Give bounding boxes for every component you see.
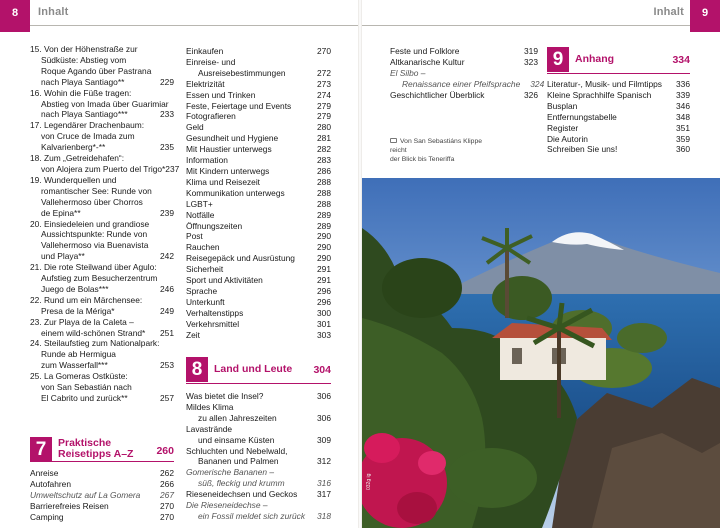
toc-entry[interactable] [186, 330, 331, 341]
tour-entry-line: Runde ab Hermigua [41, 349, 116, 360]
toc-entry-page: 279 [317, 111, 331, 122]
tour-entry-line: Aufstieg zum Besucherzentrum [41, 273, 158, 284]
right-header-title: Inhalt [653, 6, 684, 18]
toc-entry[interactable] [186, 456, 331, 467]
toc-entry[interactable] [186, 467, 331, 478]
tour-entry-page: 246 [160, 283, 174, 294]
tour-entry-line: 22. Rund um ein Märchensee: [30, 294, 143, 305]
toc-entry-title: Mildes Klima [186, 401, 234, 412]
toc-entry[interactable] [547, 79, 690, 90]
toc-entry-page: 339 [676, 89, 690, 100]
toc-entry-page: 317 [317, 489, 331, 500]
toc-column-land-leute [186, 391, 331, 522]
toc-entry-page: 319 [524, 46, 538, 56]
toc-entry-title: Schluchten und Nebelwald, [186, 445, 288, 456]
toc-entry[interactable] [186, 413, 331, 424]
toc-entry[interactable] [186, 68, 331, 79]
tour-entry-line: und Playa** [41, 251, 85, 262]
tour-entry-line: Abstieg von Imada über Guarimiar [41, 98, 169, 109]
tour-entry-line: 25. La Gomeras Ostküste: [30, 371, 128, 382]
toc-entry-page: 282 [317, 144, 331, 155]
tour-entry-line: 24. Steilaufstieg zum Nationalpark: [30, 338, 160, 349]
toc-entry[interactable] [390, 57, 538, 68]
tour-entry[interactable] [30, 338, 174, 371]
toc-entry-page: 323 [524, 56, 538, 67]
toc-entry-page: 270 [160, 511, 174, 522]
tour-entry-line: von Cruce de Imada zum [41, 131, 135, 142]
toc-entry-title: Sprache [186, 285, 218, 296]
caption-line-2: der Blick bis Teneriffa [390, 156, 455, 163]
toc-entry-title: Entfernungstabelle [547, 111, 617, 122]
toc-entry[interactable] [186, 511, 331, 522]
toc-entry-title: El Silbo – [390, 67, 426, 78]
toc-entry-page: 289 [317, 220, 331, 231]
chapter-9-heading[interactable] [547, 47, 690, 72]
toc-entry-title: Die Autorin [547, 133, 588, 144]
toc-entry[interactable] [186, 253, 331, 264]
toc-entry-title: und einsame Küsten [198, 434, 275, 445]
toc-entry-title: Verhaltenstipps [186, 307, 244, 318]
toc-entry-title: Kommunikation unterwegs [186, 187, 285, 198]
chapter-7-number: 7 [30, 437, 52, 462]
toc-entry-page: 290 [317, 231, 331, 242]
toc-entry[interactable] [186, 57, 331, 68]
landscape-photo [362, 178, 720, 528]
toc-entry-title: Feste, Feiertage und Events [186, 100, 292, 111]
tour-entry-line: El Cabrito und zurück** [41, 393, 128, 403]
tour-entry-line: 21. Die rote Steilwand über Agulo: [30, 262, 157, 273]
toc-entry-page: 267 [160, 489, 174, 500]
toc-entry-page: 272 [317, 67, 331, 78]
toc-entry-page: 290 [317, 253, 331, 264]
toc-entry-title: Elektrizität [186, 78, 225, 89]
chapter-9-number: 9 [547, 47, 569, 72]
toc-entry[interactable] [547, 144, 690, 155]
tour-entry-line: Roque Agando über Pastrana [41, 65, 152, 76]
toc-entry[interactable] [547, 101, 690, 112]
tour-entry-line: 15. Von der Höhenstraße zur [30, 44, 138, 54]
chapter-9-underline [547, 73, 690, 74]
toc-entry[interactable] [186, 122, 331, 133]
tour-entry-line: 19. Wunderquellen und [30, 174, 117, 185]
toc-entry-title: Notfälle [186, 209, 215, 220]
chapter-7-title-line1: Praktische [58, 437, 112, 449]
toc-entry-page: 266 [160, 478, 174, 489]
toc-entry-page: 288 [317, 198, 331, 209]
toc-entry[interactable] [186, 308, 331, 319]
tour-entry-line: 17. Legendärer Drachenbaum: [30, 120, 145, 131]
tour-entry-page: 251 [160, 327, 174, 338]
toc-entry-page: 296 [317, 296, 331, 307]
left-header-title: Inhalt [38, 6, 69, 18]
toc-entry-title: Klima und Reisezeit [186, 176, 261, 187]
toc-entry[interactable] [30, 501, 174, 512]
tour-entry[interactable] [30, 153, 180, 175]
toc-entry[interactable] [186, 264, 331, 275]
chapter-8-heading[interactable] [186, 357, 331, 382]
toc-entry[interactable] [186, 231, 331, 242]
tour-entry-page: 253 [160, 360, 174, 371]
tour-entry-page: 249 [160, 305, 174, 316]
toc-entry-page: 291 [317, 264, 331, 275]
toc-column-anhang [547, 79, 690, 155]
toc-entry[interactable] [186, 402, 331, 413]
toc-entry[interactable] [186, 188, 331, 199]
toc-entry-title: Gesundheit und Hygiene [186, 133, 279, 144]
toc-entry[interactable] [186, 210, 331, 221]
toc-entry-title: Literatur-, Musik- und Filmtipps [547, 79, 662, 89]
toc-entry-page: 270 [317, 46, 331, 56]
toc-entry-title: ein Fossil meldet sich zurück [198, 510, 306, 521]
toc-entry[interactable] [186, 275, 331, 286]
toc-entry-title: Sport und Aktivitäten [186, 275, 263, 286]
toc-entry-page: 286 [317, 165, 331, 176]
toc-entry[interactable] [547, 123, 690, 134]
toc-entry[interactable] [186, 286, 331, 297]
toc-entry-title: Öffnungszeiten [186, 220, 243, 231]
toc-entry-title: Lavastrände [186, 423, 233, 434]
toc-entry[interactable] [30, 490, 174, 501]
toc-entry[interactable] [186, 155, 331, 166]
toc-entry-page: 312 [317, 456, 331, 467]
toc-entry[interactable] [390, 46, 538, 57]
toc-entry-title: Renaissance einer Pfeifsprache [402, 78, 521, 89]
tour-entry-page: 239 [160, 207, 174, 218]
toc-entry-page: 351 [676, 122, 690, 133]
toc-entry-title: Einreise- und [186, 56, 236, 67]
toc-column-tours [30, 44, 180, 404]
toc-column-land-leute-cont [390, 46, 545, 101]
toc-entry[interactable] [390, 90, 538, 101]
tour-entry-line: 16. Wohin die Füße tragen: [30, 87, 132, 98]
toc-entry-title: Bananen und Palmen [198, 456, 279, 467]
toc-entry-title: Feste und Folklore [390, 46, 460, 56]
toc-entry-page: 288 [317, 176, 331, 187]
toc-entry-title: Die Rieseneidechse – [186, 500, 268, 511]
toc-entry-page: 289 [317, 209, 331, 220]
tour-entry-line: Kalvarienberg*-** [41, 142, 106, 153]
toc-entry-title: Schreiben Sie uns! [547, 144, 618, 155]
toc-entry-page: 270 [160, 500, 174, 511]
tour-entry-line: zum Wasserfall*** [41, 360, 108, 371]
right-page-header [362, 0, 720, 26]
tour-entry-line: romantischer See: Runde von [41, 185, 152, 196]
photo-credit: 032g ig [366, 473, 372, 490]
toc-entry-page: 300 [317, 307, 331, 318]
toc-entry[interactable] [186, 90, 331, 101]
toc-entry-title: Register [547, 122, 579, 133]
toc-entry[interactable] [186, 424, 331, 435]
tour-entry-page: 237 [165, 163, 180, 174]
tour-entry-line: nach Playa Santiago** [41, 76, 125, 87]
toc-entry[interactable] [186, 435, 331, 446]
toc-entry[interactable] [30, 468, 174, 479]
tour-entry-line: Vallehermoso über Chorros [41, 196, 143, 207]
tour-entry-page: 229 [160, 76, 174, 87]
toc-entry[interactable] [547, 112, 690, 123]
photo-caption [390, 137, 500, 164]
chapter-8-title: Land und Leute [214, 363, 293, 375]
tour-entry-line: einem wild-schönen Strand* [41, 327, 146, 338]
toc-entry-page: 324 [530, 78, 545, 89]
toc-entry-title: Kleine Sprachhilfe Spanisch [547, 89, 652, 100]
tour-entry-page: 257 [160, 393, 174, 403]
toc-entry-title: Autofahren [30, 478, 71, 489]
toc-entry[interactable] [186, 101, 331, 112]
tour-entry-line: 23. Zur Playa de la Caleta – [30, 316, 134, 327]
chapter-7-underline [30, 461, 174, 462]
toc-entry-title: Camping [30, 511, 64, 522]
toc-entry[interactable] [186, 177, 331, 188]
toc-entry-title: Barrierefreies Reisen [30, 500, 109, 511]
toc-entry-title: Information [186, 155, 228, 166]
tour-entry-line: Presa de la Mériga* [41, 305, 115, 316]
toc-entry[interactable] [186, 133, 331, 144]
toc-entry-page: 288 [317, 187, 331, 198]
toc-entry-page: 290 [317, 242, 331, 253]
toc-entry[interactable] [186, 46, 331, 57]
toc-entry-page: 283 [317, 155, 331, 166]
toc-entry-title: Rauchen [186, 242, 220, 253]
toc-entry[interactable] [186, 199, 331, 210]
tour-entry[interactable] [30, 175, 174, 219]
toc-entry-title: zu allen Jahreszeiten [198, 412, 277, 423]
tour-entry[interactable] [30, 317, 174, 339]
toc-entry-title: Geld [186, 122, 204, 133]
toc-entry-title: Gomerische Bananen – [186, 467, 274, 478]
tour-entry-page: 235 [160, 142, 174, 153]
toc-entry-page: 336 [676, 79, 690, 89]
toc-column-reisetipps [186, 46, 331, 340]
tour-entry-page: 233 [160, 109, 174, 120]
toc-entry-page: 273 [317, 78, 331, 89]
toc-entry-title: Unterkunft [186, 296, 225, 307]
tour-entry[interactable] [30, 262, 174, 295]
chapter-7-title [58, 438, 133, 460]
toc-entry[interactable] [186, 297, 331, 308]
toc-entry-page: 326 [524, 89, 538, 100]
toc-entry-title: LGBT+ [186, 198, 213, 209]
toc-entry[interactable] [186, 489, 331, 500]
toc-entry-page: 281 [317, 133, 331, 144]
toc-entry-page: 296 [317, 285, 331, 296]
toc-entry-title: Altkanarische Kultur [390, 56, 465, 67]
tour-entry[interactable] [30, 295, 174, 317]
tour-entry[interactable] [30, 120, 174, 153]
toc-entry[interactable] [186, 166, 331, 177]
toc-entry-page: 318 [317, 510, 331, 521]
toc-entry[interactable] [186, 478, 331, 489]
toc-entry-title: Sicherheit [186, 264, 224, 275]
toc-entry-title: Einkaufen [186, 46, 224, 56]
tour-entry[interactable] [30, 371, 174, 404]
tour-entry[interactable] [30, 88, 174, 121]
toc-entry[interactable] [390, 78, 545, 90]
chapter-8-number: 8 [186, 357, 208, 382]
tour-entry-line: Vallehermoso via Buenavista [41, 240, 149, 251]
tour-entry-line: 20. Einsiedeleien und grandiose [30, 218, 150, 229]
toc-entry-title: Geschichtlicher Überblick [390, 89, 485, 100]
toc-entry-title: Reisegepäck und Ausrüstung [186, 253, 295, 264]
toc-entry-title: Zeit [186, 329, 200, 340]
toc-entry[interactable] [30, 512, 174, 523]
toc-entry-page: 346 [676, 100, 690, 111]
right-page-number: 9 [690, 0, 720, 32]
toc-entry-title: Mit Kindern unterwegs [186, 165, 270, 176]
toc-entry-page: 306 [317, 391, 331, 401]
toc-entry-page: 348 [676, 111, 690, 122]
toc-entry-title: Busplan [547, 100, 578, 111]
tour-entry[interactable] [30, 44, 174, 88]
toc-entry-title: Fotografieren [186, 111, 236, 122]
toc-entry-page: 303 [317, 329, 331, 340]
tour-entry-line: von Alojera zum Puerto del Trigo* [41, 163, 166, 174]
toc-entry-title: Essen und Trinken [186, 89, 256, 100]
chapter-8-underline [186, 383, 331, 384]
tour-entry-line: von San Sebastián nach [41, 382, 132, 393]
chapter-7-heading[interactable] [30, 436, 174, 462]
toc-entry[interactable] [186, 111, 331, 122]
toc-entry-page: 274 [317, 89, 331, 100]
camera-icon [390, 138, 397, 143]
toc-entry-page: 359 [676, 133, 690, 144]
chapter-9-page: 334 [672, 54, 690, 66]
chapter-7-page: 260 [156, 445, 174, 457]
toc-entry-title: Was bietet die Insel? [186, 391, 264, 401]
toc-entry[interactable] [186, 221, 331, 232]
toc-entry-page: 291 [317, 275, 331, 286]
left-page-header [0, 0, 358, 26]
toc-entry-page: 316 [317, 478, 331, 489]
toc-entry-page: 279 [317, 100, 331, 111]
toc-entry-title: Umweltschutz auf La Gomera [30, 489, 141, 500]
left-page-number: 8 [0, 0, 30, 32]
tour-entry[interactable] [30, 219, 174, 263]
toc-entry[interactable] [547, 134, 690, 145]
toc-entry[interactable] [30, 479, 174, 490]
chapter-8-page: 304 [313, 364, 331, 376]
toc-entry-page: 280 [317, 122, 331, 133]
tour-entry-page: 242 [160, 251, 174, 262]
toc-column-reisetipps-start [30, 468, 174, 523]
toc-entry-page: 309 [317, 434, 331, 445]
toc-entry[interactable] [186, 446, 331, 457]
toc-entry[interactable] [186, 79, 331, 90]
toc-entry[interactable] [186, 144, 331, 155]
toc-entry-page: 262 [160, 468, 174, 478]
chapter-9-title: Anhang [575, 53, 615, 65]
tour-entry-line: Aussichtspunkte: Runde von [41, 229, 148, 240]
toc-entry-title: Anreise [30, 468, 59, 478]
tour-entry-line: Südküste: Abstieg vom [41, 54, 127, 65]
toc-entry-title: süß, fleckig und krumm [198, 478, 285, 489]
tour-entry-line: 18. Zum „Getreidehafen“: [30, 153, 125, 164]
toc-entry-title: Verkehrsmittel [186, 318, 240, 329]
teneriffa-view-illustration [362, 178, 720, 528]
caption-line-1: Von San Sebastiáns Klippe reicht [390, 138, 483, 154]
toc-entry[interactable] [547, 90, 690, 101]
toc-entry-title: Rieseneidechsen und Geckos [186, 489, 298, 500]
toc-entry-page: 306 [317, 412, 331, 423]
toc-entry[interactable] [186, 242, 331, 253]
toc-entry[interactable] [390, 68, 538, 79]
chapter-7-title-line2: Reisetipps A–Z [58, 448, 134, 460]
toc-entry[interactable] [186, 391, 331, 402]
toc-entry-page: 301 [317, 318, 331, 329]
toc-entry[interactable] [186, 319, 331, 330]
tour-entry-line: Juego de Bolas*** [41, 283, 109, 294]
toc-entry-title: Mit Haustier unterwegs [186, 144, 272, 155]
toc-entry-title: Ausreisebestimmungen [198, 67, 286, 78]
toc-entry-page: 360 [676, 144, 690, 155]
tour-entry-line: nach Playa Santiago*** [41, 109, 128, 120]
tour-entry-line: de Epina** [41, 207, 81, 218]
toc-entry-title: Post [186, 231, 203, 242]
toc-entry[interactable] [186, 500, 331, 511]
